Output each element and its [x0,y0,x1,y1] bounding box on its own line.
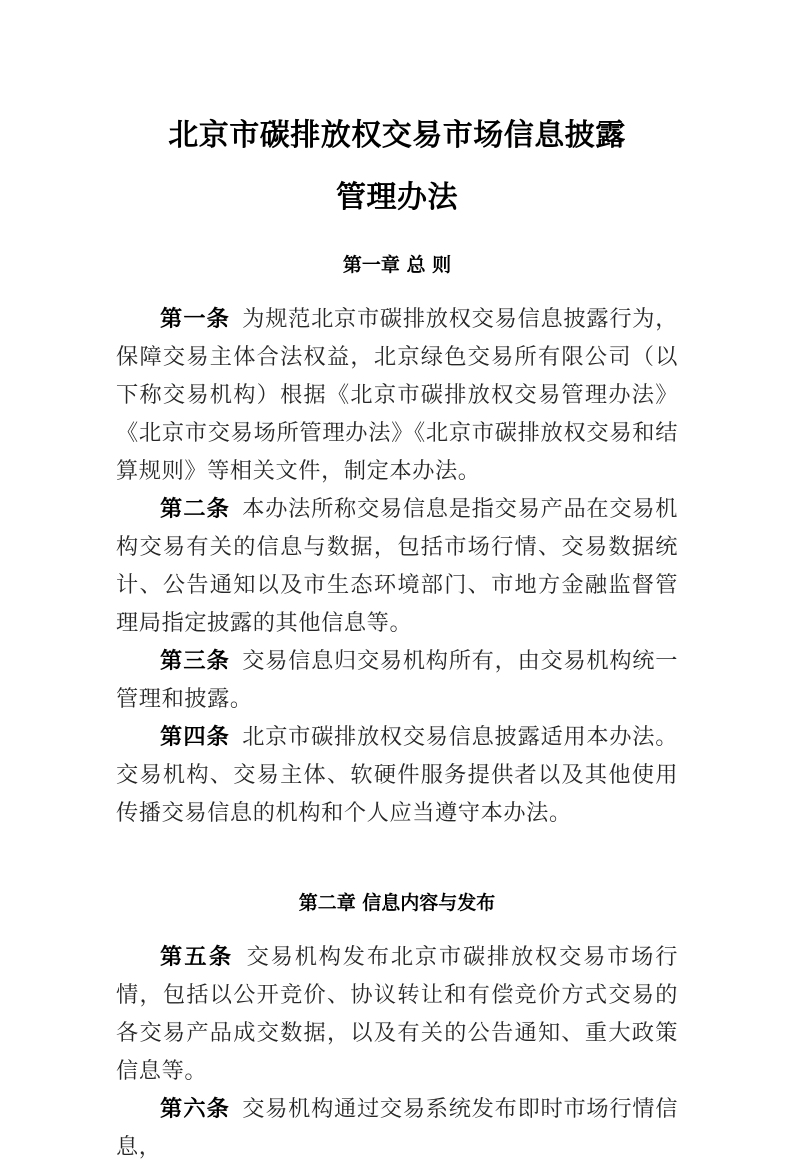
chapter-heading-1: 第一章 总 则 [342,254,452,277]
title-line-1: 北京市碳排放权交易市场信息披露 [168,118,626,154]
document-body [116,0,678,1166]
article-label: 第三条 [160,647,231,674]
article-paragraph [116,490,678,642]
chapter-heading-2: 第二章 信息内容与发布 [298,891,496,914]
article-text: 为规范北京市碳排放权交易信息披露行为，保障交易主体合法权益，北京绿色交易所有限公司（以下称交易机构）根据《北京市碳排放权交易管理办法》《北京市交易场所管理办法》《北京市碳排放权交易和结算规则》等相关文件，制定本办法。 [116,305,679,484]
title-line-2: 管理办法 [336,180,458,216]
article-text: 北京市碳排放权交易信息披露适用本办法。交易机构、交易主体、软硬件服务提供者以及其他使用传播交易信息的机构和个人应当遵守本办法。 [116,723,679,826]
article-text: 交易机构通过交易系统发布即时市场行情信息， [116,1095,679,1160]
article-label: 第四条 [160,723,231,750]
article-label: 第一条 [160,305,231,332]
article-paragraph [116,642,678,718]
article-paragraph [116,300,678,490]
article-paragraph [116,938,678,1090]
article-paragraph [116,718,678,832]
article-text: 本办法所称交易信息是指交易产品在交易机构交易有关的信息与数据，包括市场行情、交易数据统计、公告通知以及市生态环境部门、市地方金融监督管理局指定披露的其他信息等。 [116,495,679,636]
article-text: 交易机构发布北京市碳排放权交易市场行情，包括以公开竞价、协议转让和有偿竞价方式交易的各交易产品成交数据，以及有关的公告通知、重大政策信息等。 [116,943,679,1084]
page-title [116,20,678,226]
article-paragraph [116,1090,678,1166]
article-label: 第六条 [160,1095,231,1122]
article-label: 第五条 [160,943,234,970]
article-text: 交易信息归交易机构所有，由交易机构统一管理和披露。 [116,647,679,712]
article-label: 第二条 [160,495,231,522]
